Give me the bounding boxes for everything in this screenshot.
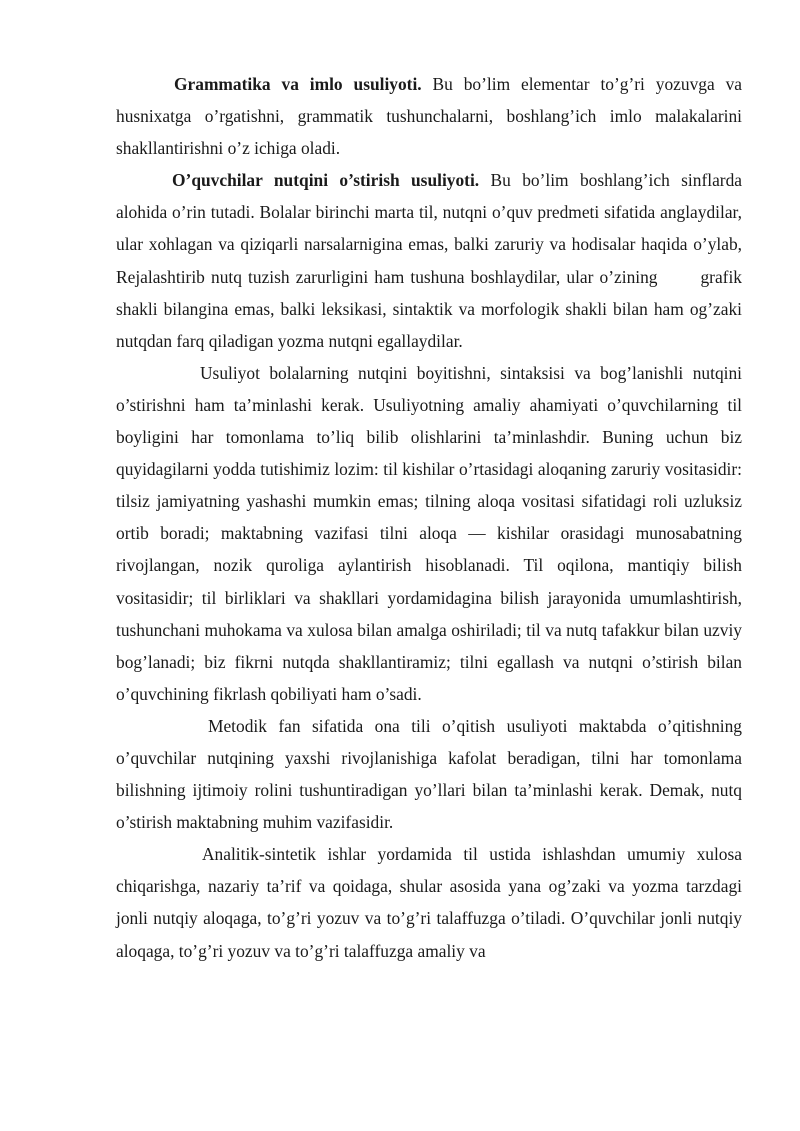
paragraph-heading: Grammatika va imlo usuliyoti.	[174, 74, 422, 94]
paragraph-text: Bu bo’lim elementar to’g’ri yozuvga va husnixatga o’rgatishni, grammatik tushunchalarni, boshlang’ich imlo malakalarini shakllantirishni o’z ichiga oladi.	[116, 74, 742, 159]
paragraph-text: Metodik fan sifatida ona tili o’qitish usuliyoti maktabda o’qitishning o’quvchilar nutqining yaxshi rivojlanishiga kafolat beradigan, tilni har tomonlama bilishning ijtimoiy rolini tushuntiradigan yo’llari bilan ta’minlashi kerak. Demak, nutq o’stirish maktabning muhim vazifasidir.	[116, 715, 742, 833]
paragraph-method-goals	[116, 357, 742, 710]
paragraph-grammar-method	[116, 68, 742, 164]
paragraph-heading: O’quvchilar nutqini o’stirish usuliyoti.	[172, 170, 480, 191]
paragraph-analytic-synthetic	[116, 838, 742, 966]
paragraph-text: Bu bo’lim boshlang’ich sinflarda alohida o’rin tutadi. Bolalar birinchi marta til, nutqni o’quv predmeti sifatida anglaydilar, ular xohlagan va qiziqarli narsalarnigina emas, balki zaruriy va hodisalar haqida o’ylab, Rejalashtirib nutq tuzish zarurligini ham tushuna boshlaydilar, ular o’zining grafik shakli bilangina emas, balki leksikasi, sintaktik va morfologik shakli bilan ham og’zaki nutqdan farq qiladigan yozma nutqni egallaydilar.	[116, 170, 747, 351]
paragraph-methodical-science	[116, 710, 742, 838]
paragraph-text: Analitik-sintetik ishlar yordamida til ustida ishlashdan umumiy xulosa chiqarishga, nazariy ta’rif va qoidaga, shular asosida yana og’zaki va yozma tarzdagi jonli nutqiy aloqaga, to’g’ri yozuv va to’g’ri talaffuzga o’tiladi. O’quvchilar jonli nutqiy aloqaga, to’g’ri yozuv va to’g’ri talaffuzga amaliy va	[116, 844, 742, 961]
paragraph-text: Usuliyot bolalarning nutqini boyitishni, sintaksisi va bog’lanishli nutqini o’stirishni ham ta’minlashi kerak. Usuliyotning amaliy ahamiyati o’quvchilarning til boyligini har tomonlama to’liq bilib olishlarini ta’minlashdir. Buning uchun biz quyidagilarni yodda tutishimiz lozim: til kishilar o’rtasidagi aloqaning zaruriy vositasidir: tilsiz jamiyatning yashashi mumkin emas; tilning aloqa vositasi sifatidagi roli uzluksiz ortib boradi; maktabning vazifasi tilni aloqa — kishilar orasidagi munosabatning rivojlangan, nozik quroliga aylantirish hisoblanadi. Til oqilona, mantiqiy bilish vositasidir; til birliklari va shakllari yordamidagina bilish jarayonida umumlashtirish, tushunchani muhokama va xulosa bilan amalga oshiriladi; til va nutq tafakkur bilan uzviy bog’lanadi; biz fikrni nutqda shakllantiramiz; tilni egallash va nutqni o’stirish bilan o’quvchining fikrlash qobiliyati ham o’sadi.	[116, 362, 742, 704]
paragraph-speech-method	[116, 164, 747, 357]
